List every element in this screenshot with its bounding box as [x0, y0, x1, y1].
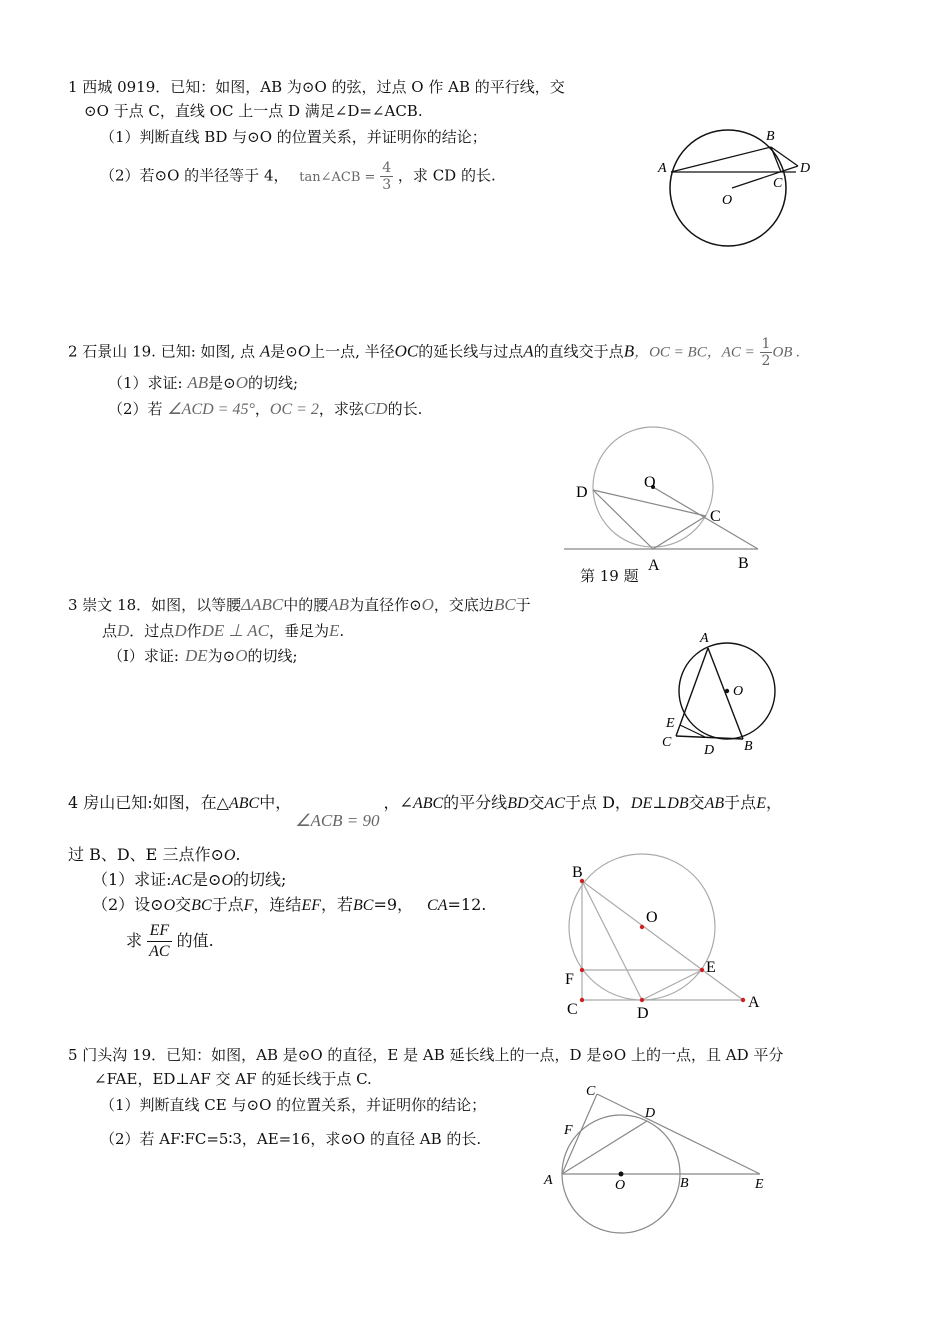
q2-label-a: A	[648, 557, 660, 574]
q5-label-e: E	[755, 1177, 764, 1192]
q2-part1: （1）求证: AB是⊙O的切线;	[108, 373, 299, 392]
q1-line2: ⊙O 于点 C，直线 OC 上一点 D 满足∠D=∠ACB.	[84, 102, 423, 120]
q4-line2: 过 B、D、E 三点作⊙O.	[68, 845, 241, 864]
q3-part1: （I）求证: DE为⊙O的切线;	[108, 646, 298, 665]
q2-label-b: B	[738, 555, 749, 572]
q2-fraction: $\frac{1}{2}$	[761, 336, 771, 369]
q5-part2: （2）若 AF∶FC=5∶3，AE=16，求⊙O 的直径 AB 的长.	[100, 1130, 482, 1148]
q2-figure	[560, 425, 770, 575]
q1-line1: 1 西城 0919．已知：如图，AB 为⊙O 的弦，过点 O 作 AB 的平行线，交	[68, 78, 565, 96]
q1-part2-post: ，求 CD 的长.	[397, 166, 496, 185]
q1-part2-pre: （2）若⊙O 的半径等于 4，	[100, 166, 289, 185]
q4-label-d: D	[637, 1005, 649, 1022]
q1-label-b: B	[766, 129, 775, 144]
q4-label-o: O	[646, 909, 658, 926]
q1-part1: （1）判断直线 BD 与⊙O 的位置关系，并证明你的结论；	[100, 128, 487, 146]
q3-line1: 3 崇文 18．如图，以等腰ΔABC中的腰AB为直径作⊙O，交底边BC于	[68, 595, 531, 614]
q1-label-c: C	[773, 176, 783, 191]
q3-label-e: E	[666, 716, 675, 731]
q5-figure	[540, 1078, 780, 1238]
q3-label-b: B	[744, 739, 753, 754]
q2-caption: 第 19 题	[580, 567, 639, 585]
q5-line2: ∠FAE，ED⊥AF 交 AF 的延长线于点 C.	[94, 1070, 372, 1088]
q1-tan-expression: tan∠ACB =	[299, 169, 376, 185]
q5-label-c: C	[586, 1084, 596, 1099]
q1-part2	[100, 160, 496, 193]
q4-fraction: $\frac{EF}{AC}$	[149, 922, 170, 960]
q3-line2: 点D．过点D作DE ⊥ AC，垂足为E.	[102, 621, 345, 640]
q5-label-a: A	[544, 1173, 553, 1188]
q5-label-b: B	[680, 1176, 689, 1191]
q4-label-c: C	[567, 1001, 578, 1018]
q2-part2: （2）若 ∠ACD = 45°，OC = 2，求弦CD的长.	[108, 399, 423, 418]
q4-label-a: A	[748, 994, 760, 1011]
q1-figure	[650, 120, 820, 260]
q5-part1: （1）判断直线 CE 与⊙O 的位置关系，并证明你的结论；	[100, 1096, 487, 1114]
q4-label-f: F	[565, 971, 574, 988]
q3-figure	[660, 628, 790, 763]
q4-line1: 4 房山已知:如图，在△ABC中，∠ACB = 90，∠ABC的平分线BD交AC于点 D，DE⊥DB交AB于点E，	[68, 793, 782, 830]
q5-line1: 5 门头沟 19．已知：如图，AB 是⊙O 的直径，E 是 AB 延长线上的一点，D 是⊙O 上的一点，且 AD 平分	[68, 1046, 784, 1064]
q2-label-d: D	[576, 484, 588, 501]
q3-label-a: A	[700, 631, 709, 646]
q1-line-od	[732, 166, 798, 188]
q1-label-a: A	[658, 161, 667, 176]
q4-label-e: E	[706, 959, 716, 976]
q1-label-d: D	[800, 161, 811, 176]
q3-label-o: O	[733, 684, 744, 699]
q2-line1: 2 石景山 19. 已知: 如图, 点 A是⊙O上一点, 半径OC的延长线与过点A的直线交于点B，OC = BC，AC = $\frac{1}{2}$ OB .	[68, 336, 800, 369]
q4-figure	[560, 850, 770, 1025]
q5-label-d: D	[645, 1106, 656, 1121]
q4-label-b: B	[572, 864, 583, 881]
q1-fraction: $\frac{4}{3}$	[382, 160, 392, 193]
q4-part3: 求 $\frac{EF}{AC}$ 的值.	[126, 922, 214, 960]
q4-part1: （1）求证:AC是⊙O的切线;	[92, 870, 287, 889]
q3-label-c: C	[662, 735, 672, 750]
q3-label-d: D	[704, 743, 715, 758]
q2-label-o: O	[644, 474, 656, 491]
q5-label-o: O	[615, 1178, 626, 1193]
q2-label-c: C	[710, 508, 721, 525]
q1-label-o: O	[722, 193, 733, 208]
q4-part2: （2）设⊙O交BC于点F，连结EF，若BC=9， CA=12.	[92, 895, 487, 914]
q5-label-f: F	[564, 1123, 573, 1138]
